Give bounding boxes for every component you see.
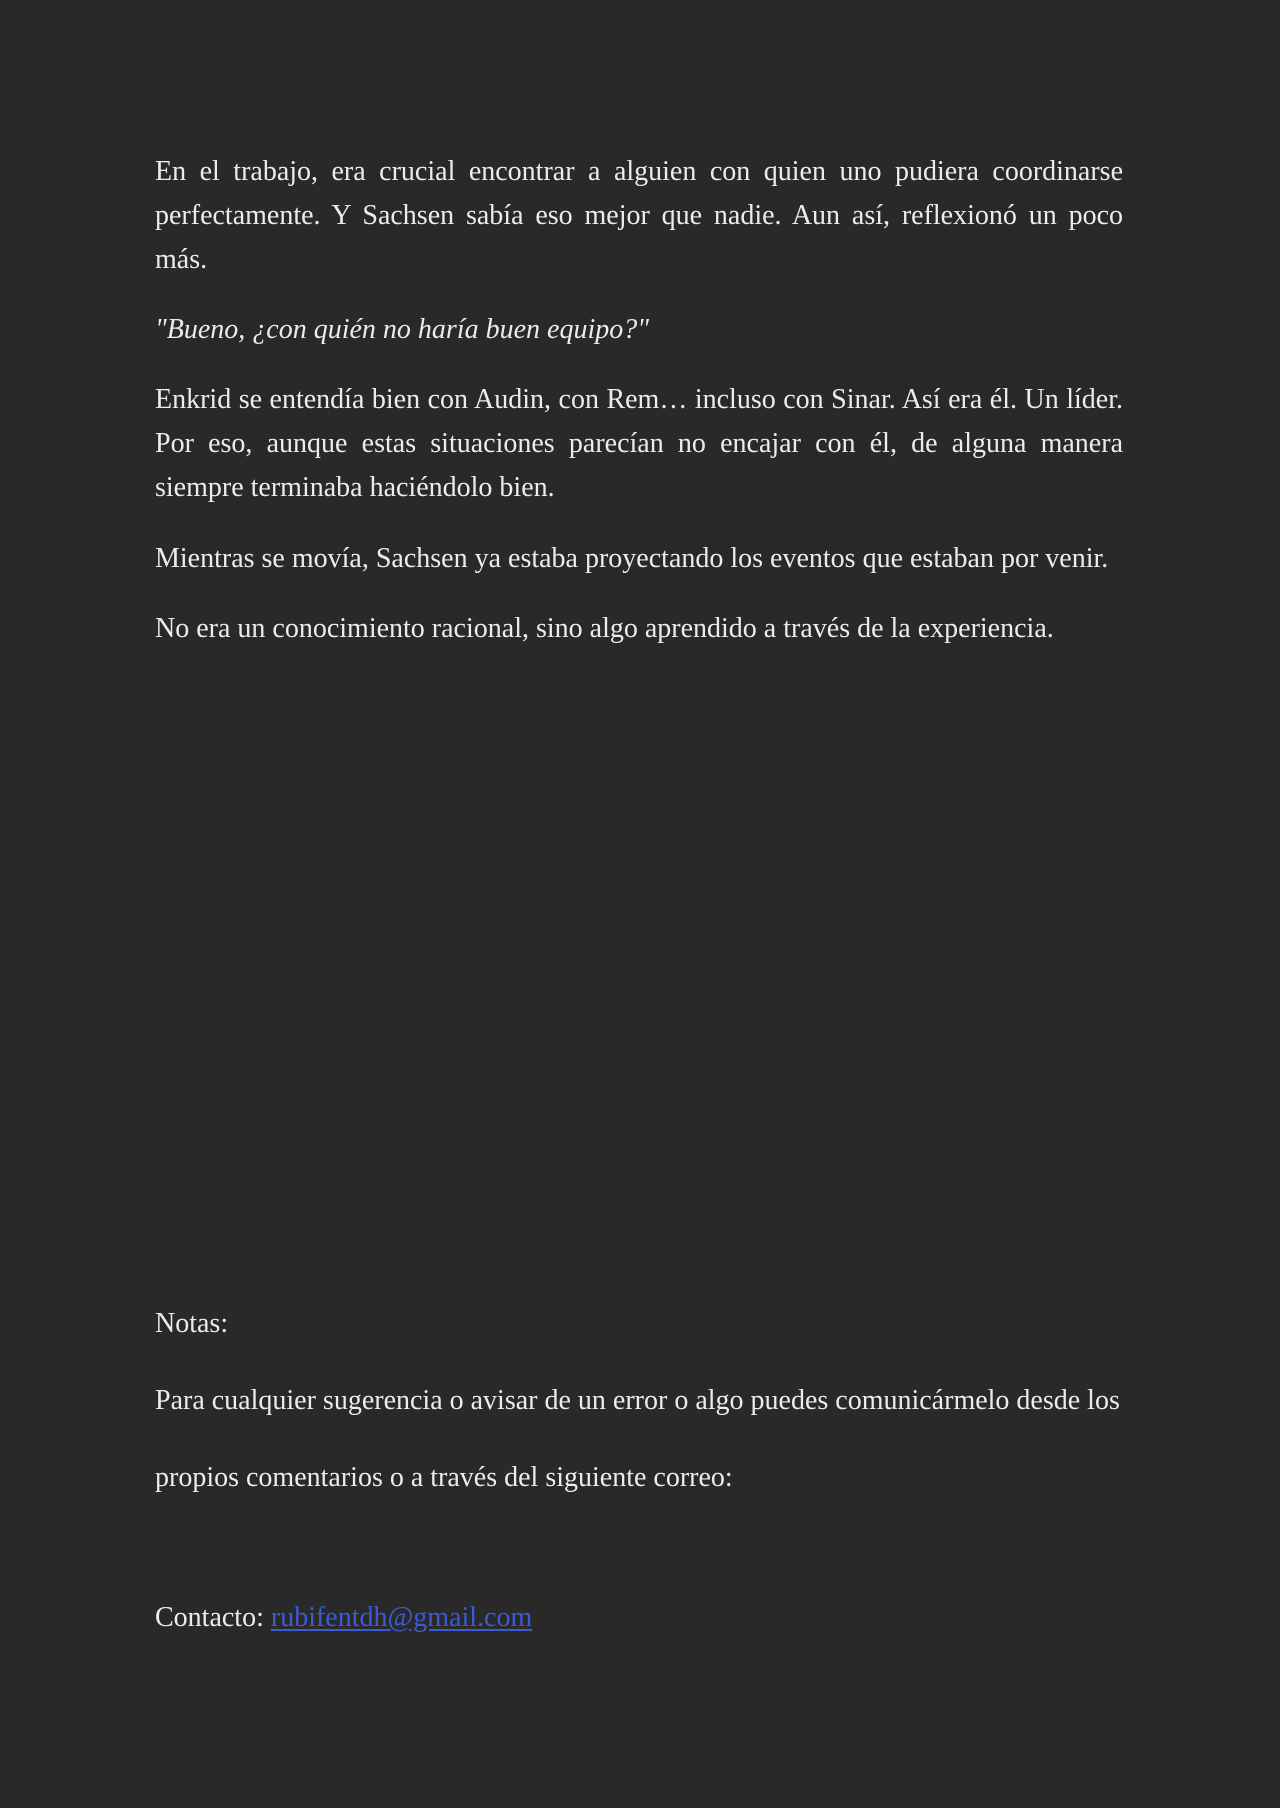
paragraph-dialogue: "Bueno, ¿con quién no haría buen equipo?" <box>155 314 649 345</box>
contact-email-link[interactable]: rubifentdh@gmail.com <box>270 1602 533 1633</box>
document-page <box>155 0 1123 1808</box>
notes-title: Notas: <box>155 1308 229 1339</box>
contact-line <box>155 1596 532 1640</box>
paragraph-3: Enkrid se entendía bien con Audin, con Rem… incluso con Sinar. Así era él. Un líder. Por eso, aunque estas situaciones parecían no encajar con él, de alguna manera siempre terminaba haciéndolo bien. <box>155 384 1123 503</box>
notes-line-1: Para cualquier sugerencia o avisar de un error o algo puedes comunicármelo desde los <box>155 1385 1120 1416</box>
notes-line-2: propios comentarios o a través del siguiente correo: <box>155 1462 733 1493</box>
paragraph-4: Mientras se movía, Sachsen ya estaba proyectando los eventos que estaban por venir. <box>155 543 1109 574</box>
contact-label: Contacto: <box>155 1602 264 1633</box>
paragraph-5: No era un conocimiento racional, sino algo aprendido a través de la experiencia. <box>155 613 1054 644</box>
paragraph-1: En el trabajo, era crucial encontrar a alguien con quien uno pudiera coordinarse perfectamente. Y Sachsen sabía eso mejor que nadie. Aun así, reflexionó un poco más. <box>155 156 1123 275</box>
